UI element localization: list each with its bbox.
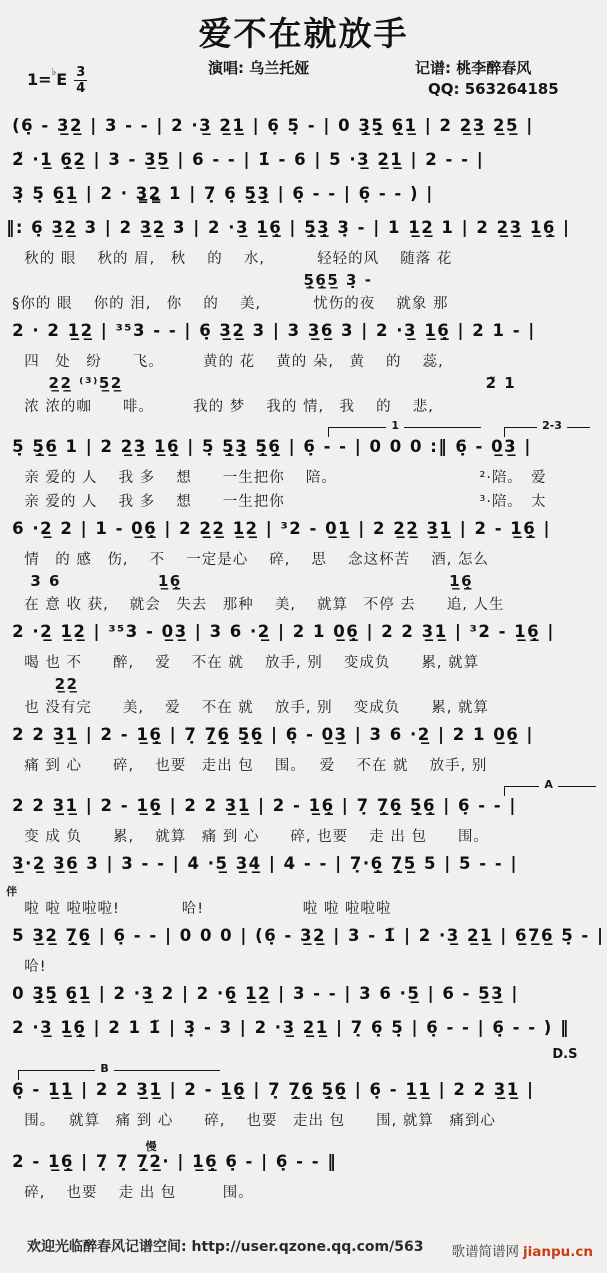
extra-notes-row-text: 5̲̣6̲̣5̲ 3̣ - [303,271,373,289]
lyrics-row [0,651,607,675]
notation-row [0,854,607,883]
notation-row [0,796,607,825]
lyrics-row-text: 痛 到 心 碎, 也要 走出 包 围。 爱 不在 就 放手, 别 [24,758,488,774]
notation-row-text: ‖: 6̣ 3̲2̲ 3 | 2 3̲2̲ 3 | 2 ·3̲ 1̲6̲̣ | 5̲̣3̲̣ 3̣ - | 1 1̲2̲ 1 | 2 2̲3̲ 1̲6̲̣ | [6,218,571,237]
lyrics-row-text: 四 处 纷 飞。 黄的 花 黄的 朵, 黄 的 蕊, [24,354,444,370]
lyrics-row-text: ²·陪。 爱 [479,470,547,486]
lyrics-row-text: 亲 爱的 人 我 多 想 一生把你 [24,494,285,510]
lyrics-row-text: 碎, 也要 走 出 包 围。 [24,1185,254,1201]
ds-mark-row-text: D.S [552,1047,578,1062]
notation-row-text: 3̣ 5̣ 6̲̣1̲ | 2 · 3̳2̳ 1 | 7̣ 6̣ 5̲̣3̲̣ | 6̣ - - | 6̣ - - ) | [12,184,434,203]
lyrics-row [0,955,607,979]
system [0,1138,607,1205]
notation-row [0,519,607,548]
lyrics-row [0,754,607,778]
extra-notes-row [0,572,607,593]
notation-row-text: 6 ·2̲ 2 | 1 - 0̲6̲̣ | 2 2̲2̲ 1̲2̲ | ³2 - 0̲1̲ | 2 2̲2̲ 3̲1̲ | 2 - 1̲6̲̣ | [12,519,552,538]
lyrics-row-text: 秋的 眼 秋的 眉, 秋 的 水, 轻轻的风 随落 花 [24,251,453,267]
system [0,218,607,316]
notation-row-text: 6̣ - 1̲1̲ | 2 2 3̲1̲ | 2 - 1̲6̲̣ | 7̣ 7̲̣6̲̣ 5̲̣6̲̣ | 6̣ - 1̲1̲ | 2 2 3̲1̲ | [12,1080,535,1099]
notation-row-text: 2 ·2̲ 1̲2̲ | ³⁵3 - 0̲3̲ | 3 6 ·2̲ | 2 1 0̲6̲̣ | 2 2 3̲1̲ | ³2 - 1̲6̲̣ | [12,622,555,641]
lyrics-row [0,350,607,374]
lyrics-row-text: §你的 眼 你的 泪, 你 的 美, 忧伤的夜 就象 那 [12,296,449,312]
volta-bracket-row-text [504,419,590,437]
lyrics-row-text: 变 成 负 累, 就算 痛 到 心 碎, 也要 走 出 包 围。 [24,829,489,845]
tempo-mark-row-text: 慢 [145,1140,157,1153]
lyrics-row-text: 浓 浓的咖 啡。 我的 梦 我的 情, 我 的 悲, [24,399,434,415]
song-title: 爱不在就放手 [198,14,409,53]
lyrics-row-text: 哈! [24,959,47,975]
volta-bracket-row [0,778,607,796]
volta-bracket-row-text [18,1062,219,1080]
ds-mark-row [0,1047,607,1062]
system [0,321,607,419]
lyrics-row [0,1109,607,1133]
extra-notes-row [0,271,607,292]
volta-bracket-row [0,1062,607,1080]
system [0,150,607,179]
site-credit [452,1240,594,1260]
extra-notes-row-text: 1̲6̲̣ [449,572,474,590]
notation-row-text: 0 3̲̣5̲̣ 6̲̣1̲ | 2 ·3̲ 2 | 2 ·6̲̣ 1̲2̲ | 3 - - | 3 6 ·5̲ | 6 - 5̲3̲ | [12,984,519,1003]
notation-row [0,218,607,247]
system [0,1062,607,1133]
notation-row-text: 2 · 2 1̲2̲ | ³⁵3 - - | 6̣ 3̲2̲ 3 | 3 3̲6̲ 3 | 2 ·3̲ 1̲6̲̣ | 2 1 - | [12,321,536,340]
notation-row [0,725,607,754]
lyrics-row-text: 亲 爱的 人 我 多 想 一生把你 陪。 [24,470,337,486]
notation-row-text: 2 ·3̲ 1̲6̲̣ | 2 1 1̃ | 3̣ - 3 | 2 ·3̲ 2̲1̲ | 7̣ 6̣ 5̣ | 6̣ - - | 6̣ - - ) ‖ [12,1018,570,1037]
notation-row [0,926,607,955]
lyrics-row-text: 围。 就算 痛 到 心 碎, 也要 走出 包 围, 就算 痛到心 [24,1113,496,1129]
key-note: E [56,70,68,89]
volta-bracket-row [0,419,607,437]
lyrics-row [0,593,607,617]
qq-credit: QQ: 563264185 [428,80,559,98]
lyrics-row-text: 喝 也 不 醉, 爱 不在 就 放手, 别 变成负 累, 就算 [24,655,480,671]
system [0,926,607,979]
lyrics-row [0,292,607,316]
notation-row [0,184,607,213]
volta-bracket-row-text [328,419,481,437]
extra-notes-row-text: 3 6 [30,572,61,590]
key-signature [27,66,87,95]
system [0,725,607,778]
volta-label: 1 [386,420,404,431]
notation-row [0,437,607,466]
lyrics-row [0,466,607,490]
notation-row [0,1152,607,1181]
notation-row [0,1018,607,1047]
footer-welcome-link[interactable]: 欢迎光临醉春风记谱空间: http://user.qzone.qq.com/563 [27,1239,424,1255]
lyrics-row-text: 在 意 收 获, 就会 失去 那种 美, 就算 不停 去 追, 人生 [24,597,505,613]
key-prefix: 1= [27,70,52,89]
extra-notes-row-text: 1̲6̲̣ [157,572,182,590]
time-beats: 3 [76,65,86,80]
extra-notes-row-text: 2̲2̲ [54,675,79,693]
tempo-mark-row-text: 伴 [6,885,18,898]
tempo-mark-row [0,1138,607,1152]
system [0,419,607,514]
lyrics-row [0,395,607,419]
lyrics-row [0,247,607,271]
lyrics-row-text: 也 没有完 美, 爱 不在 就 放手, 别 变成负 累, 就算 [24,700,489,716]
time-unit: 4 [76,81,86,96]
lyrics-row [0,825,607,849]
performer-credit: 演唱: 乌兰托娅 [208,59,310,77]
lyrics-row-text: ³·陪。 太 [479,494,547,510]
lyrics-row [0,1181,607,1205]
score-body [0,112,607,1205]
lyrics-row-text: 情 的 感 伤, 不 一定是心 碎, 思 念这杯苦 酒, 怎么 [24,552,489,568]
extra-notes-row-text: 2̲2̲ ⁽³⁾5̲2̲ [48,374,123,392]
system [0,116,607,145]
lyrics-row [0,897,607,921]
site-name: 歌谱简谱网 [451,1244,519,1260]
notation-row [0,321,607,350]
extra-notes-row [0,675,607,696]
lyrics-row [0,696,607,720]
notation-row [0,150,607,179]
system [0,1018,607,1062]
lyrics-row [0,490,607,514]
lyrics-row-text: 啦 啦 啦啦啦! 哈! 啦 啦 啦啦啦 [24,901,392,917]
volta-label: 2-3 [537,420,567,431]
tempo-mark-row [0,883,607,897]
system [0,622,607,720]
notation-row-text: (6̣ - 3̲2̲ | 3 - - | 2 ·3̲ 2̲1̲ | 6̣ 5̣ - | 0 3̲̣5̲̣ 6̲̣1̲ | 2 2̲3̲ 2̲5̲ | [12,116,534,135]
system [0,984,607,1013]
volta-label: A [539,779,558,790]
system [0,519,607,617]
site-brand-link[interactable]: jianpu.cn [523,1244,593,1260]
notation-row-text: 5 3̲2̲ 7̲̣6̲̣ | 6̣ - - | 0 0 0 | (6̣ - 3̲2̲ | 3 - 1̃ | 2 ·3̲ 2̲1̲ | 6̲7̲6̲ 5̣ - | [12,926,605,945]
sheet-header [0,0,607,112]
volta-bracket-row-text [504,778,596,796]
notation-row-text: 2̃ ·1̲ 6̲̣2̲ | 3 - 3̲5̲ | 6 - - | 1̇ - 6 | 5 ·3̲ 2̲1̲ | 2 - - | [12,150,485,169]
volta-label: B [95,1063,113,1074]
system [0,184,607,213]
lyrics-row [0,548,607,572]
flat-sign: ♭ [51,66,57,78]
transcriber-credit: 记谱: 桃李醉春风 [415,59,532,77]
notation-row-text: 3̲·2̲ 3̲6̲ 3 | 3 - - | 4 ·5̲ 3̲4̲ | 4 - - | 7̣·6̲̣ 7̲̣5̲ 5 | 5 - - | [12,854,518,873]
notation-row-text: 5̣ 5̲̣6̲ 1 | 2 2̲3̲ 1̲6̲̣ | 5̣ 5̲̣3̲̣ 5̲̣6̲̣ | 6̣ - - | 0 0 0 :‖ 6̣ - 0̲3̲ | [12,437,532,456]
notation-row-text: 2 2 3̲1̲ | 2 - 1̲6̲̣ | 2 2 3̲1̲ | 2 - 1̲6̲̣ | 7̣ 7̲̣6̲̣ 5̲̣6̲̣ | 6̣ - - | [12,796,517,815]
time-signature [74,66,87,95]
notation-row-text: 2 - 1̲6̲̣ | 7̣ 7̣ 7̲̣2̲· | 1̲6̲̣ 6̣ - | 6̣ - - ‖ [12,1152,338,1171]
extra-notes-row [0,374,607,395]
notation-row [0,622,607,651]
extra-notes-row-text: 2̃ 1 [485,374,517,392]
notation-row [0,984,607,1013]
notation-row [0,1080,607,1109]
system [0,778,607,849]
notation-row-text: 2 2 3̲1̲ | 2 - 1̲6̲̣ | 7̣ 7̲̣6̲̣ 5̲̣6̲̣ | 6̣ - 0̲3̲ | 3 6 ·2̲ | 2 1 0̲6̲̣ | [12,725,534,744]
system [0,854,607,921]
notation-row [0,116,607,145]
